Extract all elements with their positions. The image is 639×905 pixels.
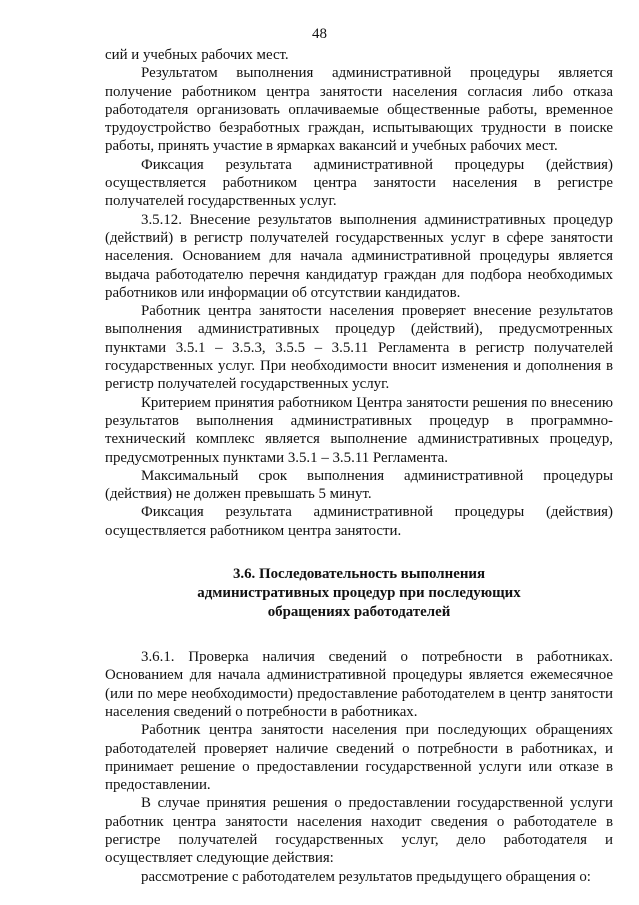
paragraph: Работник центра занятости населения при последующих обращениях работодателей проверяет наличие сведений о потребности в работниках, и принимает решение о предоставлении государственной услуги или отказе в предоставлении. — [105, 722, 613, 794]
section-heading-line: 3.6. Последовательность выполнения — [232, 566, 486, 583]
section-heading-line: административных процедур при последующих — [197, 585, 521, 602]
paragraph: В случае принятия решения о предоставлении государственной услуги работник центра занятости населения находит сведения о работодателе в регистре получателей государственных услуг, дело работодателя и осуществляет следующие действия: — [105, 795, 613, 867]
section-heading-line: обращениях работодателей — [267, 604, 451, 621]
paragraph: рассмотрение с работодателем результатов предыдущего обращения о: — [141, 868, 591, 885]
paragraph: 3.6.1. Проверка наличия сведений о потребности в работниках. Основанием для начала административной процедуры является ежемесячное (или по мере необходимости) предоставление работодателем в центр занятости населения сведений о потребности в работниках. — [105, 649, 613, 720]
paragraph: Критерием принятия работником Центра занятости решения по внесению результатов выполнения административных процедур в программно-технический комплекс является выполнение административных процедур, предусмотренных пунктами 3.5.1 – 3.5.11 Регламента. — [105, 394, 613, 466]
page-number: 48 — [312, 26, 327, 42]
paragraph: Фиксация результата административной процедуры (действия) осуществляется работником центра занятости населения в регистре получателей государственных услуг. — [105, 156, 613, 210]
paragraph: сий и учебных рабочих мест. — [105, 47, 289, 63]
paragraph: Максимальный срок выполнения административной процедуры (действия) не должен превышать 5 минут. — [105, 467, 613, 503]
paragraph: Фиксация результата административной процедуры (действия) осуществляется работником центра занятости. — [105, 504, 613, 539]
paragraph: Работник центра занятости населения проверяет внесение результатов выполнения административных процедур (действий), предусмотренных пунктами 3.5.1 – 3.5.3, 3.5.5 – 3.5.11 Регламента в регистр получателей государственных услуг. При необходимости вносит изменения и дополнения в регистр получателей государственных услуг. — [105, 303, 613, 393]
paragraph: 3.5.12. Внесение результатов выполнения административных процедур (действий) в регистр получателей государственных услуг в сфере занятости населения. Основанием для начала административной процедуры является выдача работодателю перечня кандидатур граждан для подбора необходимых работников или информации об отсутствии кандидатов. — [105, 211, 613, 301]
paragraph: Результатом выполнения административной процедуры является получение работником центра занятости населения согласия либо отказа работодателя организовать оплачиваемые общественные работы, временное трудоустройство безработных граждан, испытывающих трудности в поиске работы, принять участие в ярмарках вакансий и учебных рабочих мест. — [105, 65, 613, 155]
document-body — [105, 46, 613, 886]
section-heading — [105, 565, 613, 622]
